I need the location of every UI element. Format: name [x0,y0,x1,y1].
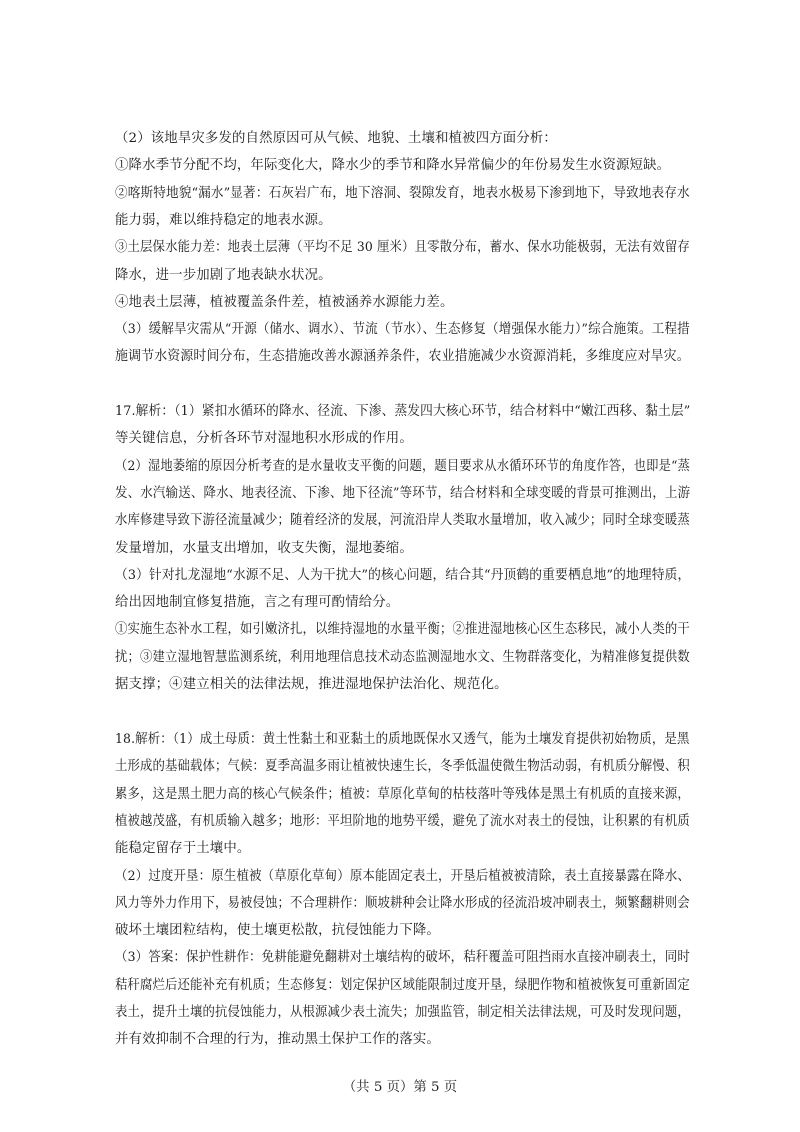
q17-part3: （3）针对扎龙湿地“水源不足、人为干扰大”的核心问题，结合其“丹顶鹤的重要栖息地”的地理特质， [115,568,691,583]
q18-part3-cont3: 并有效抑制不合理的行为，推动黑土保护工作的落实。 [115,1032,440,1047]
q16-part2-point2-cont: 能力弱，难以维持稳定的地表水源。 [115,213,332,228]
q16-part2-point3: ③土层保水能力差：地表土层薄（平均不足 30 厘米）且零散分布，蓄水、保水功能极弱，无法有效留存 [115,240,690,255]
q18-part1-cont3: 植被越茂盛，有机质输入越多；地形：平坦阶地的地势平缓，避免了流水对表土的侵蚀，让积累的有机质 [115,814,690,829]
q16-part3-cont: 施调节水资源时间分布，生态措施改善水源涵养条件，农业措施减少水资源消耗，多维度应对旱灾。 [115,349,690,364]
q18-part3-cont2: 表土，提升土壤的抗侵蚀能力，从根源减少表土流失；加强监管，制定相关法律法规，可及时发现问题， [115,1005,690,1020]
q17-part3-cont2: ①实施生态补水工程，如引嫩济扎，以维持湿地的水量平衡；②推进湿地核心区生态移民，减小人类的干 [115,622,690,637]
q17-part1: 17.解析：（1）紧扣水循环的降水、径流、下渗、蒸发四大核心环节，结合材料中“嫩江西移、黏土层” [115,404,691,419]
q17-part3-cont1: 给出因地制宜修复措施，言之有理可酌情给分。 [115,595,400,610]
q17-part3-cont3: 扰；③建立湿地智慧监测系统，利用地理信息技术动态监测湿地水文、生物群落变化，为精准修复提供数 [115,650,690,665]
q18-part3-cont1: 秸秆腐烂后还能补充有机质；生态修复：划定保护区域能限制过度开垦，绿肥作物和植被恢复可重新固定 [115,978,690,993]
q16-part2-point4: ④地表土层薄，植被覆盖条件差，植被涵养水源能力差。 [115,295,454,310]
q18-part2-cont1: 风力等外力作用下，易被侵蚀；不合理耕作：顺坡耕种会让降水形成的径流沿坡冲刷表土，频繁翻耕则会 [115,896,690,911]
q18-part1-cont4: 能稳定留存于土壤中。 [115,841,251,856]
q17-part3-cont4: 据支撑；④建立相关的法律法规，推进湿地保护法治化、规范化。 [115,677,508,692]
q17-part1-cont: 等关键信息，分析各环节对湿地积水形成的作用。 [115,431,413,446]
q18-part2: （2）过度开垦：原生植被（草原化草甸）原本能固定表土，开垦后植被被清除，表土直接暴露在降水、 [115,869,690,884]
q16-part2-heading: （2）该地旱灾多发的自然原因可从气候、地貌、土壤和植被四方面分析： [115,131,557,146]
q17-part2-cont1: 发、水汽输送、降水、地表径流、下渗、地下径流”等环节，结合材料和全球变暖的背景可推测出，上游 [115,486,691,501]
q16-part2-point2: ②喀斯特地貌“漏水”显著：石灰岩广布，地下溶洞、裂隙发育，地表水极易下渗到地下，导致地表存水 [115,186,690,201]
q17-part2: （2）湿地萎缩的原因分析考查的是水量收支平衡的问题，题目要求从水循环环节的角度作答，也即是“蒸 [115,459,690,474]
q16-part3: （3）缓解旱灾需从“开源（储水、调水）、节流（节水）、生态修复（增强保水能力）”综合施策。工程措 [115,322,690,337]
q18-part3: （3）答案：保护性耕作：免耕能避免翻耕对土壤结构的破坏，秸秆覆盖可阻挡雨水直接冲刷表土，同时 [115,950,690,965]
q17-part2-cont2: 水库修建导致下游径流量减少；随着经济的发展，河流沿岸人类取水量增加，收入减少；同时全球变暖蒸 [115,513,690,528]
q16-part2-point3-cont: 降水，进一步加剧了地表缺水状况。 [115,268,332,283]
q18-part2-cont2: 破坏土壤团粒结构，使土壤更松散，抗侵蚀能力下降。 [115,923,440,938]
q18-part1: 18.解析：（1）成土母质：黄土性黏土和亚黏土的质地既保水又透气，能为土壤发育提供初始物质，是黑 [115,732,690,747]
q18-part1-cont1: 土形成的基础载体；气候：夏季高温多雨让植被快速生长，冬季低温使微生物活动弱，有机质分解慢、积 [115,759,690,774]
page-footer: （共 5 页）第 5 页 [342,1080,458,1095]
q17-part2-cont3: 发量增加，水量支出增加，收支失衡，湿地萎缩。 [115,541,413,556]
q18-part1-cont2: 累多，这是黑土肥力高的核心气候条件；植被：草原化草甸的枯枝落叶等残体是黑土有机质的直接来源， [115,787,690,802]
q16-part2-point1: ①降水季节分配不均，年际变化大，降水少的季节和降水异常偏少的年份易发生水资源短缺。 [115,158,671,173]
